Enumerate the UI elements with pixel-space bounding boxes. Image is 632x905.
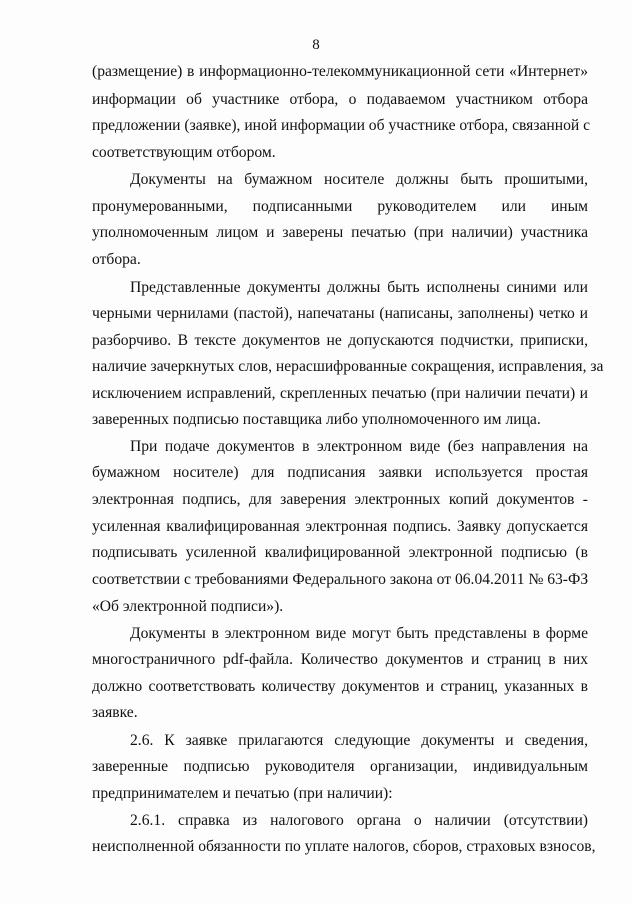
text-line: исключением исправлений, скрепленных печатью (при наличии печати) и (92, 385, 588, 402)
text-line: предпринимателем и печатью (при наличии): (92, 785, 393, 802)
text-line: предложении (заявке), иной информации об участнике отбора, связанной с (92, 117, 591, 134)
text-line: соответствующим отбором. (92, 144, 276, 161)
text-line: многостраничного pdf-файла. Количество документов и страниц в них (92, 651, 588, 668)
text-line: разборчиво. В тексте документов не допускаются подчистки, приписки, (92, 332, 588, 349)
text-line: черными чернилами (пастой), напечатаны (написаны, заполнены) четко и (92, 305, 588, 322)
text-line: должно соответствовать количеству документов и страниц, указанных в (92, 678, 588, 695)
text-line: «Об электронной подписи»). (92, 598, 284, 615)
text-line: подписывать усиленной квалифицированной электронной подписью (в (92, 544, 588, 561)
text-line: Документы на бумажном носителе должны быть прошитыми, (130, 171, 588, 188)
text-line: 2.6.1. справка из налогового органа о наличии (отсутствии) (130, 812, 588, 829)
text-line: информации об участнике отбора, о подаваемом участником отбора (92, 91, 588, 108)
text-line: бумажном носителе) для подписания заявки используется простая (92, 464, 588, 481)
text-line: При подаче документов в электронном виде (без направления на (130, 438, 588, 455)
text-line: уполномоченным лицом и заверены печатью (при наличии) участника (92, 224, 588, 241)
text-line: заверенных подписью поставщика либо уполномоченного им лица. (92, 411, 541, 428)
text-line: пронумерованными, подписанными руководителем или иным (92, 198, 588, 215)
text-line: соответствии с требованиями Федерального закона от 06.04.2011 № 63-ФЗ (92, 571, 589, 588)
text-line: заверенные подписью руководителя организации, индивидуальным (92, 758, 588, 775)
text-line: электронная подпись, для заверения электронных копий документов - (92, 491, 588, 508)
text-line: Документы в электронном виде могут быть представлены в форме (130, 625, 588, 642)
text-line: (размещение) в информационно-телекоммуникационной сети «Интернет» (92, 63, 588, 80)
text-line: неисполненной обязанности по уплате налогов, сборов, страховых взносов, (92, 838, 596, 855)
text-line: отбора. (92, 251, 141, 268)
text-line: усиленная квалифицированная электронная подпись. Заявку допускается (92, 518, 588, 535)
text-line: наличие зачеркнутых слов, нерасшифрованные сокращения, исправления, за (92, 358, 604, 375)
page-number: 8 (312, 37, 320, 53)
text-line: 2.6. К заявке прилагаются следующие документы и сведения, (130, 732, 588, 749)
text-line: Представленные документы должны быть исполнены синими или (130, 279, 588, 296)
text-line: заявке. (92, 704, 138, 721)
